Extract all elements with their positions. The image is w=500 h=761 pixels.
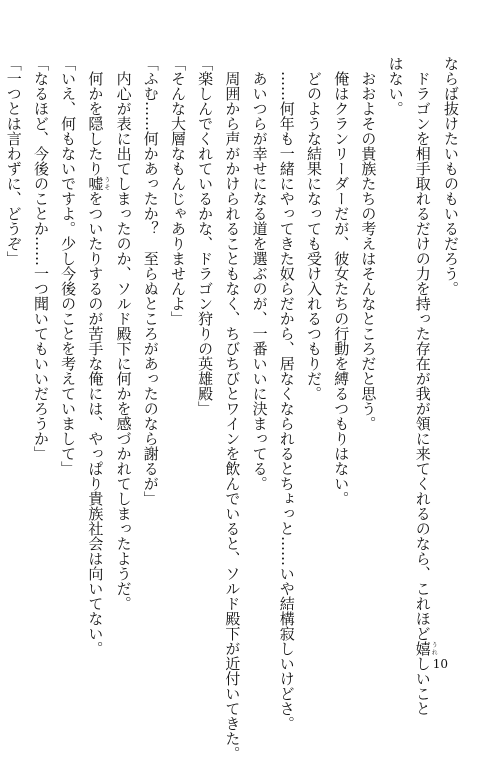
text-line: 「一つとは言わずに、どうぞ」 — [4, 56, 23, 266]
text-line: 周囲から声がかけられることもなく、ちびちびとワインを飲んでいると、ソルド殿下が近付いてきた。 — [223, 56, 242, 761]
text-line: はない。 — [386, 56, 405, 116]
text-line: 俺はクランリーダーだが、彼女たちの行動を縛るつもりはない。 — [332, 56, 351, 506]
text-line: 「そんな大層なもんじゃありませんよ」 — [168, 56, 187, 326]
ruby-annotation: 嬉うれ — [413, 641, 438, 656]
text-line: おおよその貴族たちの考えはそんなところだと思う。 — [359, 56, 378, 431]
text-line: 「楽しんでくれているかな、ドラゴン狩りの英雄殿」 — [196, 56, 215, 416]
text-line: どのような結果になっても受け入れるつもりだ。 — [304, 56, 323, 401]
text-line: 内心が表に出てしまったのか、ソルド殿下に何かを感づかれてしまったようだ。 — [114, 56, 133, 611]
text-line: 「ふむ……何かあったか？ 至らぬところがあったのなら謝るが」 — [141, 56, 160, 506]
text-line: ……何年も一緒にやってきた奴らだから、居なくなられるとちょっと……いや結構寂しいけどさ。 — [277, 56, 296, 731]
page-number: 10 — [432, 657, 448, 671]
ruby-annotation: 嘘うそ — [86, 176, 110, 191]
text-line: ドラゴンを相手取れるだけの力を持った存在が我が領に来てくれるのなら、これほど嬉うれしいこと — [413, 56, 438, 716]
text-line: あいつらが幸せになる道を選ぶのが、一番いいに決まってる。 — [250, 56, 269, 491]
text-line: 何かを隠したり嘘うそをついたりするのが苦手な俺には、やっぱり貴族社会は向いてない。 — [86, 56, 110, 656]
text-line: ならば抜けたいものもいるだろう。 — [442, 56, 460, 296]
text-line: 「なるほど、今後のことか……一つ聞いてもいいだろうか」 — [31, 56, 50, 461]
text-line: 「いえ、何もないですよ。少し今後のことを考えていまして」 — [59, 56, 78, 476]
